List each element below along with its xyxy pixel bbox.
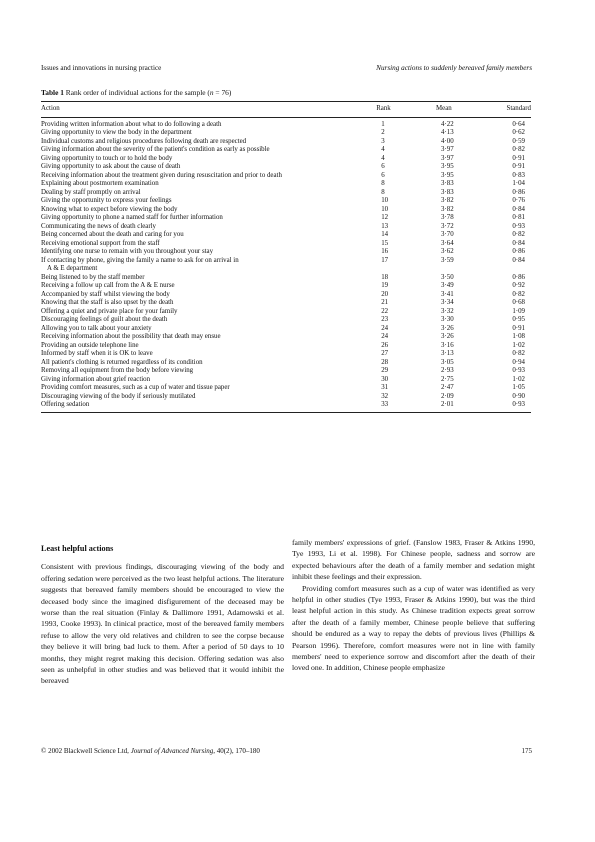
right-paragraph-2: Providing comfort measures such as a cup of water was identified as very helpful in other studies (Tye 1993, Fraser & Atkins 1990), but was the third least helpful action in this study. As Chinese tradition expects great sorrow after the death of a family member, Chinese people believe that suffering should be endured as a way to repay the debts of previous lives (Phillips & Pearson 1996). Therefore, comfort measures were not in line with family members' need to experience sorrow and discomfort after the death of their loved one. In addition, Chinese people emphasize <box>292 583 535 673</box>
cell-action: A & E department <box>47 265 98 272</box>
cell-rank: 13 <box>381 222 389 230</box>
left-text-column <box>41 543 284 687</box>
table-row <box>41 401 531 412</box>
cell-standard: 0·90 <box>512 392 525 400</box>
cell-standard <box>494 265 531 274</box>
cell-action: Knowing that the staff is also upset by the death <box>41 299 174 306</box>
cell-mean: 3·49 <box>441 282 454 289</box>
cell-standard: 0·82 <box>512 290 525 298</box>
cell-rank: 29 <box>381 367 389 374</box>
table-row <box>41 231 531 240</box>
cell-rank: 4 <box>381 146 385 153</box>
table-row <box>41 117 531 129</box>
cell-mean: 3·78 <box>441 214 454 221</box>
cell-mean: 2·09 <box>441 392 454 400</box>
left-paragraph: Consistent with previous findings, discouraging viewing of the body and offering sedation were perceived as the two least helpful actions. The literature suggests that bereaved family members should be encouraged to view the deceased body since the imagined disfigurement of the deceased may be worse than the real situation (Finlay & Dallimore 1991, Adamowski et al. 1993, Cooke 1993). In clinical practice, most of the bereaved family members refuse to allow the very old relatives and children to see the corpse because they believe it will bring bad luck to them. After a period of 50 days to 10 months, they might regret making this decision. Offering sedation was also seen as unhelpful in other studies and was believed that it would inhibit the bereaved <box>41 562 284 686</box>
cell-rank: 10 <box>381 197 389 204</box>
cell-standard: 0·92 <box>512 282 525 289</box>
table-row <box>41 316 531 325</box>
cell-mean: 3·34 <box>441 299 454 306</box>
cell-rank: 6 <box>381 171 385 179</box>
table-row <box>41 214 531 223</box>
cell-rank <box>376 265 436 274</box>
cell-mean: 3·64 <box>441 239 454 247</box>
cell-standard: 1·05 <box>512 384 525 391</box>
table-row <box>41 240 531 249</box>
table-row <box>41 393 531 402</box>
cell-action: Giving opportunity to phone a named staff for further information <box>41 214 223 221</box>
table-row <box>41 172 531 181</box>
cell-action: Receiving information about the possibility that death may ensue <box>41 333 221 340</box>
cell-action: Informed by staff when it is OK to leave <box>41 350 153 357</box>
table-caption-value: = 76) <box>213 88 232 97</box>
cell-standard: 0·86 <box>512 248 525 255</box>
cell-action: Explaining about postmortem examination <box>41 180 159 187</box>
cell-mean: 4·13 <box>441 129 454 136</box>
cell-rank: 24 <box>381 333 389 340</box>
cell-standard: 0·93 <box>512 222 525 230</box>
table-row <box>41 359 531 368</box>
cell-action: Offering a quiet and private place for your family <box>41 307 178 315</box>
cell-action: Giving opportunity to view the body in the department <box>41 129 192 136</box>
footer-suffix: , 40(2), 170–180 <box>213 747 260 755</box>
cell-action: Giving the opportunity to express your feelings <box>41 197 172 204</box>
cell-rank: 18 <box>381 273 389 281</box>
cell-mean: 3·16 <box>441 341 454 349</box>
cell-action: Dealing by staff promptly on arrival <box>41 188 141 196</box>
cell-mean: 3·97 <box>441 146 454 153</box>
cell-action: Providing written information about what to do following a death <box>41 120 222 128</box>
cell-rank: 27 <box>381 350 389 357</box>
cell-standard: 0·82 <box>512 350 525 357</box>
cell-mean: 3·97 <box>441 154 454 162</box>
footer-prefix: © 2002 Blackwell Science Ltd, <box>41 747 131 755</box>
cell-action: Being listened to by the staff member <box>41 273 145 281</box>
cell-rank: 4 <box>381 154 385 162</box>
cell-action: Communicating the news of death clearly <box>41 222 157 230</box>
cell-rank: 24 <box>381 324 389 332</box>
table-row <box>41 163 531 172</box>
cell-mean: 3·32 <box>441 307 454 315</box>
cell-mean: 3·83 <box>441 180 454 187</box>
table-row <box>41 180 531 189</box>
cell-rank: 8 <box>381 188 385 196</box>
running-head-left: Issues and innovations in nursing practice <box>41 64 162 72</box>
cell-rank: 2 <box>381 129 385 136</box>
cell-rank: 31 <box>381 384 389 391</box>
right-paragraph-1: family members' expressions of grief. (Fanslow 1983, Fraser & Atkins 1990, Tye 1993, Li et al. 1998). For Chinese people, sadness and sorrow are expected behaviours after the death of a family member and sedation might inhibit these feelings and their expression. <box>292 538 535 582</box>
table-row <box>41 367 531 376</box>
cell-rank: 23 <box>381 316 389 323</box>
column-header-action: Action <box>41 102 376 118</box>
cell-mean: 2·01 <box>436 401 494 412</box>
cell-rank: 8 <box>381 180 385 187</box>
table-row <box>41 274 531 283</box>
cell-standard: 0·84 <box>512 256 525 264</box>
cell-action: Giving opportunity to ask about the cause of death <box>41 163 181 170</box>
cell-mean: 3·05 <box>441 358 454 366</box>
cell-action: If contacting by phone, giving the family a name to ask for on arrival in <box>41 256 239 264</box>
table-row <box>41 299 531 308</box>
column-header-standard: Standard <box>494 102 531 118</box>
table-row <box>41 282 531 291</box>
cell-standard: 0·91 <box>512 154 525 162</box>
table-row <box>41 376 531 385</box>
cell-rank: 26 <box>381 341 389 349</box>
cell-action: Being concerned about the death and caring for you <box>41 231 184 238</box>
rank-order-table <box>41 101 531 413</box>
cell-standard: 0·93 <box>494 401 531 412</box>
cell-mean: 3·50 <box>441 273 454 281</box>
cell-action: Providing comfort measures, such as a cup of water and tissue paper <box>41 384 230 391</box>
cell-standard: 0·84 <box>512 239 525 247</box>
cell-standard: 0·95 <box>512 316 525 323</box>
cell-standard: 0·86 <box>512 273 525 281</box>
cell-action: Giving information about the severity of the patient's condition as early as possible <box>41 146 270 153</box>
cell-mean: 3·70 <box>441 231 454 238</box>
cell-standard: 0·94 <box>512 358 525 366</box>
cell-standard: 0·82 <box>512 146 525 153</box>
table-row <box>41 129 531 138</box>
cell-standard: 0·82 <box>512 231 525 238</box>
table-header-row <box>41 102 531 118</box>
cell-mean: 4·22 <box>441 120 454 128</box>
running-head <box>41 64 532 72</box>
cell-action: Allowing you to talk about your anxiety <box>41 324 152 332</box>
table-body <box>41 117 531 412</box>
cell-action: Removing all equipment from the body before viewing <box>41 367 194 374</box>
table-row <box>41 189 531 198</box>
cell-mean: 3·13 <box>441 350 454 357</box>
cell-rank: 28 <box>381 358 389 366</box>
footer-journal: Journal of Advanced Nursing <box>130 747 214 755</box>
page-footer <box>41 747 532 755</box>
cell-standard: 0·59 <box>512 137 525 145</box>
cell-action: Receiving emotional support from the staff <box>41 239 160 247</box>
cell-mean: 3·82 <box>441 197 454 204</box>
cell-rank: 22 <box>381 307 389 315</box>
cell-action: Receiving a follow up call from the A & E nurse <box>41 282 175 289</box>
table-row <box>41 146 531 155</box>
cell-mean: 3·62 <box>441 248 454 255</box>
cell-mean: 3·41 <box>441 290 454 298</box>
section-heading: Least helpful actions <box>41 544 114 553</box>
cell-rank: 6 <box>381 163 385 170</box>
cell-action: Receiving information about the treatment given during resuscitation and prior to death <box>41 171 282 179</box>
table-row <box>41 155 531 164</box>
cell-action: Individual customs and religious procedures following death are respected <box>41 137 247 145</box>
cell-mean: 4·00 <box>441 137 454 145</box>
cell-standard: 0·81 <box>512 214 525 221</box>
cell-mean: 2·93 <box>441 367 454 374</box>
cell-rank: 3 <box>381 137 385 145</box>
cell-standard: 0·62 <box>512 129 525 136</box>
cell-action: Giving information about grief reaction <box>41 375 151 383</box>
cell-rank: 33 <box>376 401 436 412</box>
table-row <box>41 197 531 206</box>
table-row <box>41 291 531 300</box>
table-row <box>41 384 531 393</box>
table-row <box>41 342 531 351</box>
cell-standard: 1·02 <box>512 341 525 349</box>
cell-mean: 3·30 <box>441 316 454 323</box>
cell-mean: 3·26 <box>441 324 454 332</box>
cell-standard: 1·08 <box>512 333 525 340</box>
cell-action: Giving opportunity to touch or to hold the body <box>41 154 173 162</box>
cell-mean: 3·82 <box>441 205 454 213</box>
cell-action: Discouraging viewing of the body if seriously mutilated <box>41 392 196 400</box>
cell-standard: 1·04 <box>512 180 525 187</box>
cell-mean <box>436 265 494 274</box>
cell-rank: 10 <box>381 205 389 213</box>
table-row <box>41 206 531 215</box>
column-header-rank: Rank <box>376 102 436 118</box>
cell-standard: 1·02 <box>512 375 525 383</box>
table-row <box>41 350 531 359</box>
cell-rank: 15 <box>381 239 389 247</box>
cell-mean: 3·95 <box>441 171 454 179</box>
table-caption-n: n <box>209 88 214 97</box>
table-caption-label: Table 1 <box>41 88 64 97</box>
cell-rank: 32 <box>381 392 389 400</box>
cell-action: Providing an outside telephone line <box>41 341 139 349</box>
footer-citation <box>41 747 260 755</box>
cell-mean: 2·75 <box>441 375 454 383</box>
table-row <box>41 257 531 266</box>
right-text-column <box>292 537 535 674</box>
cell-action: All patient's clothing is returned regardless of its condition <box>41 358 203 366</box>
cell-mean: 2·47 <box>441 384 454 391</box>
table-row <box>41 308 531 317</box>
running-head-right: Nursing actions to suddenly bereaved family members <box>376 64 532 72</box>
cell-mean: 3·95 <box>441 163 454 170</box>
cell-standard: 0·91 <box>512 163 525 170</box>
table-row <box>41 265 531 274</box>
cell-action: Identifying one nurse to remain with you throughout your stay <box>41 248 214 255</box>
cell-rank: 1 <box>381 120 385 128</box>
page-number: 175 <box>521 747 532 755</box>
cell-action: Offering sedation <box>41 401 376 412</box>
cell-rank: 16 <box>381 248 389 255</box>
cell-standard: 0·86 <box>512 188 525 196</box>
cell-rank: 30 <box>381 375 389 383</box>
cell-standard: 1·09 <box>512 307 525 315</box>
table-row <box>41 248 531 257</box>
cell-rank: 14 <box>381 231 389 238</box>
cell-mean: 3·59 <box>441 256 454 264</box>
cell-standard: 0·84 <box>512 205 525 213</box>
table-row <box>41 223 531 232</box>
column-header-mean: Mean <box>436 102 494 118</box>
table-row <box>41 138 531 147</box>
cell-mean: 3·83 <box>441 188 454 196</box>
cell-rank: 12 <box>381 214 389 221</box>
cell-rank: 17 <box>381 256 389 264</box>
cell-standard: 0·91 <box>512 324 525 332</box>
cell-rank: 20 <box>381 290 389 298</box>
cell-mean: 3·72 <box>441 222 454 230</box>
cell-rank: 19 <box>381 282 389 289</box>
table-row <box>41 333 531 342</box>
table-caption-text: Rank order of individual actions for the sample ( <box>65 88 210 97</box>
cell-standard: 0·76 <box>512 197 525 204</box>
cell-standard: 0·83 <box>512 171 525 179</box>
table-caption <box>41 88 231 97</box>
cell-standard: 0·64 <box>512 120 525 128</box>
cell-standard: 0·68 <box>512 299 525 306</box>
cell-action: Discouraging feelings of guilt about the death <box>41 316 168 323</box>
cell-rank: 21 <box>381 299 389 306</box>
cell-action: Knowing what to expect before viewing the body <box>41 205 178 213</box>
cell-mean: 3·26 <box>441 333 454 340</box>
cell-action: Accompanied by staff whilst viewing the body <box>41 290 170 298</box>
table-row <box>41 325 531 334</box>
cell-standard: 0·93 <box>512 367 525 374</box>
